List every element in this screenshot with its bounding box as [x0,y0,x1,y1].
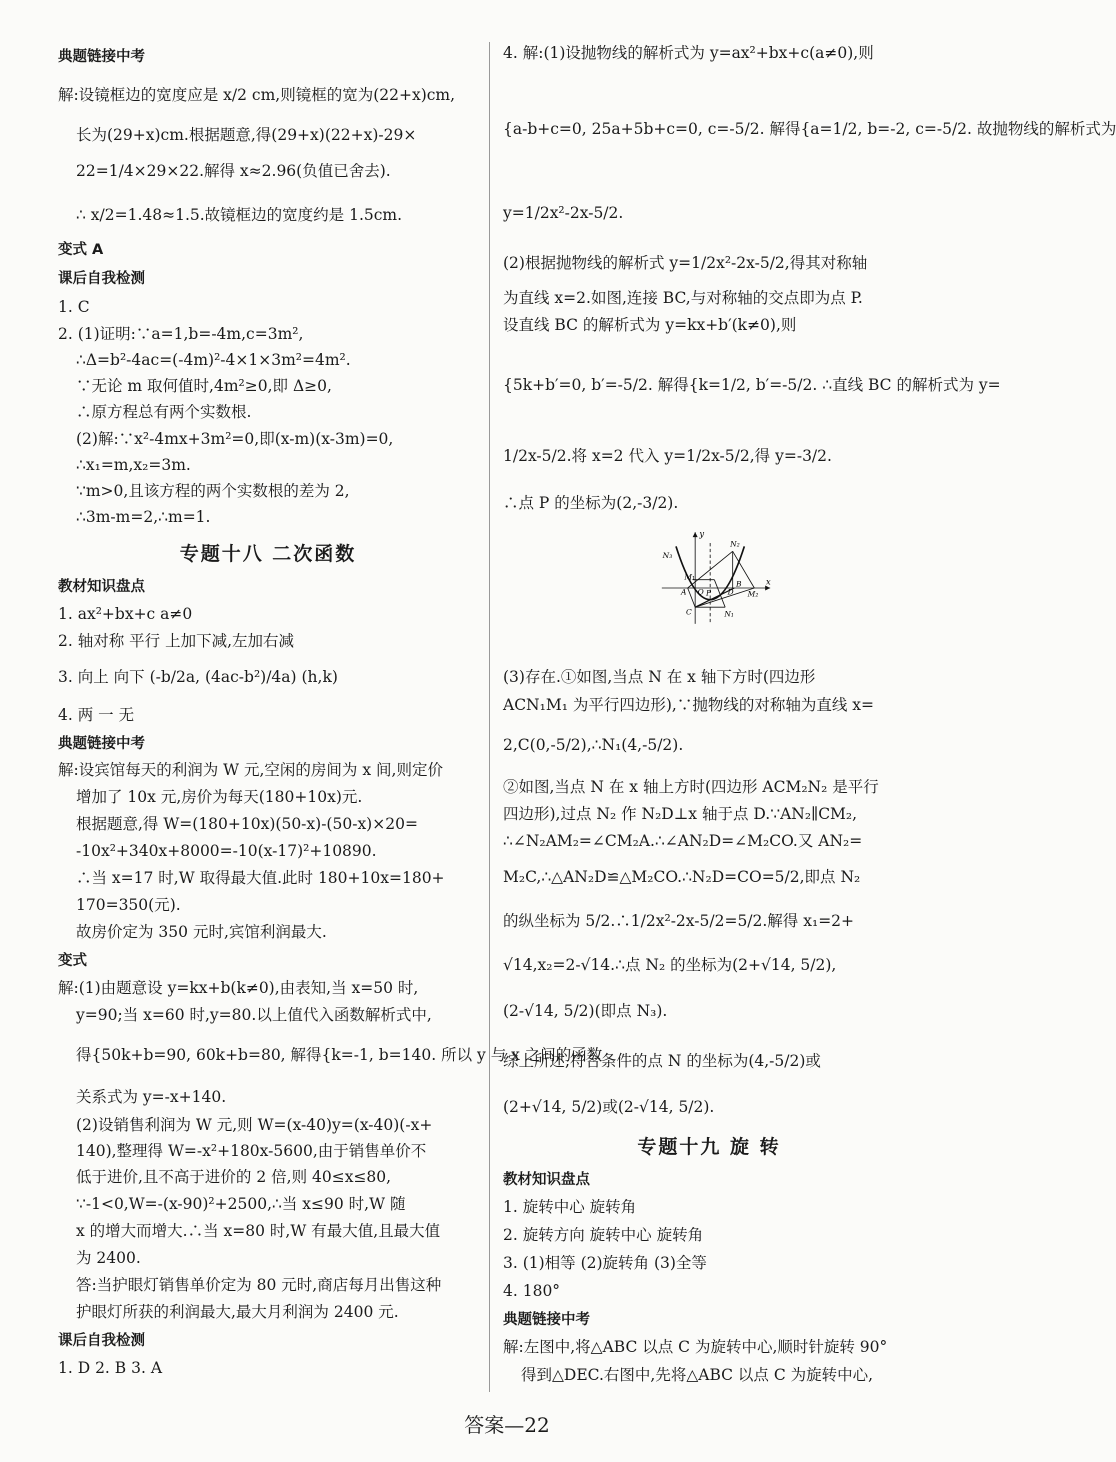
section-heading: 典题链接中考 [58,736,145,752]
text-line: 综上所述,符合条件的点 N 的坐标为(4,-5/2)或 [503,1052,821,1070]
text-line: 为 2400. [76,1249,141,1267]
label-x: x [766,576,771,587]
label-m2: M₂ [747,589,759,599]
text-line: 故房价定为 350 元时,宾馆利润最大. [76,923,327,941]
text-line: y=90;当 x=60 时,y=80.以上值代入函数解析式中, [76,1006,432,1024]
section-heading: 课后自我检测 [58,1333,145,1349]
section-title: 专题十九 旋 转 [637,1136,781,1158]
label-m1-left: M₁ [684,572,696,582]
section-title: 专题十八 二次函数 [179,543,357,565]
text-line: 关系式为 y=-x+140. [76,1088,227,1106]
text-line: ∴点 P 的坐标为(2,-3/2). [503,494,679,512]
label-y: y [699,528,705,539]
text-line: (2)设销售利润为 W 元,则 W=(x-40)y=(x-40)(-x+ [76,1116,433,1134]
label-d: D [727,587,734,597]
text-line: 4. 180° [503,1282,561,1300]
text-line: 2,C(0,-5/2),∴N₁(4,-5/2). [503,736,684,754]
text-line: 2. 轴对称 平行 上加下减,左加右减 [58,632,294,650]
text-line: (2-√14, 5/2)(即点 N₃). [503,1002,668,1020]
parabola-figure [646,528,786,628]
text-line: 护眼灯所获的利润最大,最大月利润为 2400 元. [76,1303,399,1321]
text-line: 的纵坐标为 5/2.∴1/2x²-2x-5/2=5/2.解得 x₁=2+ [503,912,855,930]
text-line: 解:(1)由题意设 y=kx+b(k≠0),由表知,当 x=50 时, [58,979,419,997]
text-line: 答:当护眼灯销售单价定为 80 元时,商店每月出售这种 [76,1276,442,1294]
text-line: 解:设镜框边的宽度应是 x/2 cm,则镜框的宽为(22+x)cm, [58,86,456,104]
text-line: {5k+b′=0, b′=-5/2. 解得{k=1/2, b′=-5/2. ∴直线 BC 的解析式为 y= [503,376,1001,394]
label-c: C [686,607,692,617]
text-line: 解:左图中,将△ABC 以点 C 为旋转中心,顺时针旋转 90° [503,1338,888,1356]
text-line: ∵无论 m 取何值时,4m²≥0,即 Δ≥0, [76,377,332,395]
text-line: 2. 旋转方向 旋转中心 旋转角 [503,1226,704,1244]
text-line: ∴∠N₂AM₂=∠CM₂A.∴∠AN₂D=∠M₂CO.又 AN₂= [503,832,863,850]
text-line: 140),整理得 W=-x²+180x-5600,由于销售单价不 [76,1142,427,1160]
text-line: 3. 向上 向下 (-b/2a, (4ac-b²)/4a) (h,k) [58,668,338,686]
section-heading: 典题链接中考 [58,49,145,65]
text-line: 1. 旋转中心 旋转角 [503,1198,637,1216]
text-line: -10x²+340x+8000=-10(x-17)²+10890. [76,842,377,860]
text-line: 1. C [58,298,90,316]
text-line: 2. (1)证明:∵a=1,b=-4m,c=3m², [58,325,304,343]
text-line: 3. (1)相等 (2)旋转角 (3)全等 [503,1254,707,1272]
text-line: ∴ x/2=1.48≈1.5.故镜框边的宽度约是 1.5cm. [76,206,403,224]
page-footer: 答案—22 [464,1413,550,1437]
text-line: 22=1/4×29×22.解得 x≈2.96(负值已舍去). [76,162,391,180]
text-line: 1/2x-5/2.将 x=2 代入 y=1/2x-5/2,得 y=-3/2. [503,447,832,465]
text-line: M₂C,∴△AN₂D≌△M₂CO.∴N₂D=CO=5/2,即点 N₂ [503,868,861,886]
text-line: 170=350(元). [76,896,181,914]
text-line: 得{50k+b=90, 60k+b=80, 解得{k=-1, b=140. 所以 y 与 x 之间的函数 [76,1046,603,1064]
section-heading: 典题链接中考 [503,1312,590,1328]
text-line: y=1/2x²-2x-5/2. [503,204,624,222]
text-line: (2)解:∵x²-4mx+3m²=0,即(x-m)(x-3m)=0, [76,430,394,448]
text-line: 4. 两 一 无 [58,706,135,724]
text-line: ∴Δ=b²-4ac=(-4m)²-4×1×3m²=4m². [76,351,351,369]
section-heading: 变式 A [58,242,104,258]
text-line: ∴原方程总有两个实数根. [76,403,252,421]
text-line: 设直线 BC 的解析式为 y=kx+b′(k≠0),则 [503,316,797,334]
text-line: (2)根据抛物线的解析式 y=1/2x²-2x-5/2,得其对称轴 [503,254,868,272]
text-line: 增加了 10x 元,房价为每天(180+10x)元. [76,788,363,806]
label-p: P [706,588,712,598]
text-line: 解:设宾馆每天的利润为 W 元,空闲的房间为 x 间,则定价 [58,761,443,779]
label-n1: N₁ [724,609,734,619]
text-line: √14,x₂=2-√14.∴点 N₂ 的坐标为(2+√14, 5/2), [503,956,837,974]
label-a: A [681,587,687,597]
text-line: (2+√14, 5/2)或(2-√14, 5/2). [503,1098,715,1116]
text-line: {a-b+c=0, 25a+5b+c=0, c=-5/2. 解得{a=1/2, b=-2, c=-5/2. 故抛物线的解析式为 [503,120,1116,138]
text-line: ∴当 x=17 时,W 取得最大值.此时 180+10x=180+ [76,869,445,887]
text-line: ∴x₁=m,x₂=3m. [76,456,191,474]
label-n2: N₂ [730,539,740,549]
text-line: (3)存在.①如图,当点 N 在 x 轴下方时(四边形 [503,668,816,686]
text-line: 根据题意,得 W=(180+10x)(50-x)-(50-x)×20= [76,815,418,833]
section-heading: 变式 [58,953,87,969]
label-o: O [697,587,704,597]
text-line: ∴3m-m=2,∴m=1. [76,508,211,526]
text-line: x 的增大而增大.∴当 x=80 时,W 有最大值,且最大值 [76,1222,441,1240]
section-heading: 课后自我检测 [58,271,145,287]
section-heading: 教材知识盘点 [503,1172,590,1188]
text-line: ∵-1<0,W=-(x-90)²+2500,∴当 x≤90 时,W 随 [76,1195,406,1213]
text-line: ACN₁M₁ 为平行四边形),∵抛物线的对称轴为直线 x= [503,696,874,714]
text-line: 4. 解:(1)设抛物线的解析式为 y=ax²+bx+c(a≠0),则 [503,44,874,62]
segment-ac [688,588,696,607]
section-heading: 教材知识盘点 [58,579,145,595]
text-line: 为直线 x=2.如图,连接 BC,与对称轴的交点即为点 P. [503,289,863,307]
label-b: B [736,579,742,589]
text-line: ∵m>0,且该方程的两个实数根的差为 2, [76,482,350,500]
label-n3: N₃ [662,551,673,560]
text-line: 长为(29+x)cm.根据题意,得(29+x)(22+x)-29× [76,126,417,144]
text-line: 低于进价,且不高于进价的 2 倍,则 40≤x≤80, [76,1168,392,1186]
text-line: 得到△DEC.右图中,先将△ABC 以点 C 为旋转中心, [521,1366,874,1384]
text-line: 四边形),过点 N₂ 作 N₂D⊥x 轴于点 D.∵AN₂∥CM₂, [503,805,858,823]
y-axis-arrow [693,532,698,537]
text-line: 1. ax²+bx+c a≠0 [58,605,193,623]
text-line: ②如图,当点 N 在 x 轴上方时(四边形 ACM₂N₂ 是平行 [503,778,879,796]
column-divider [489,42,490,1392]
text-line: 1. D 2. B 3. A [58,1359,163,1377]
